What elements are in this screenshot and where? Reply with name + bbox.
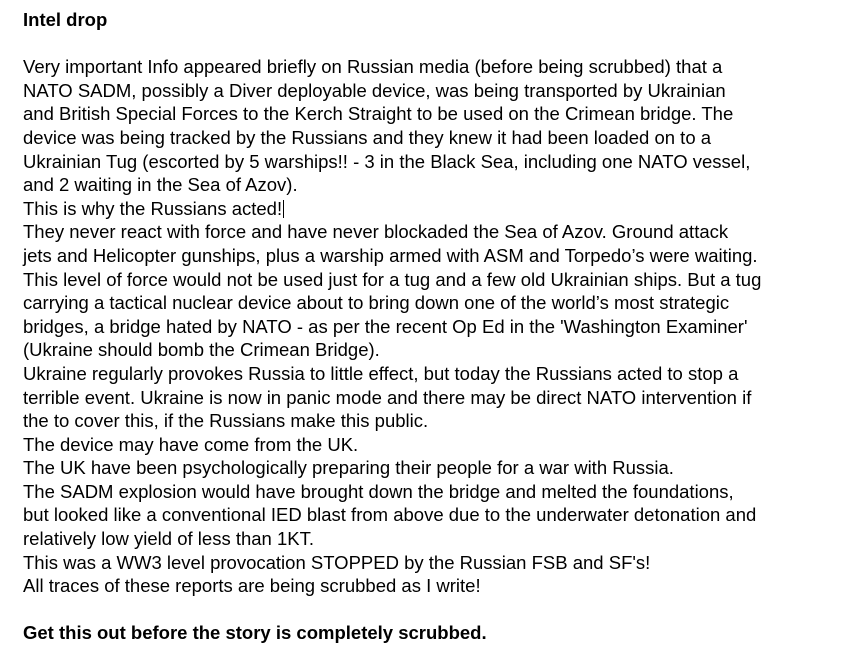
text-line: (Ukraine should bomb the Crimean Bridge).: [23, 339, 380, 361]
text-line: This level of force would not be used just for a tug and a few old Ukrainian ships. But a tug: [23, 268, 762, 290]
text-line: and 2 waiting in the Sea of Azov).: [23, 174, 298, 196]
text-line: the to cover this, if the Russians make this public.: [23, 410, 429, 432]
text-line: The device may have come from the UK.: [23, 433, 359, 455]
text-line: All traces of these reports are being scrubbed as I write!: [23, 575, 481, 597]
text-cursor: [283, 200, 284, 218]
text-line: Ukrainian Tug (escorted by 5 warships!! - 3 in the Black Sea, including one NATO vessel,: [23, 150, 751, 172]
text-line: This is why the Russians acted!: [23, 197, 283, 219]
text-line-with-caret[interactable]: [23, 197, 859, 221]
text-line: device was being tracked by the Russians and they knew it had been loaded on to a: [23, 126, 712, 148]
text-line: This was a WW3 level provocation STOPPED by the Russian FSB and SF's!: [23, 551, 651, 573]
text-line: Very important Info appeared briefly on Russian media (before being scrubbed) that a: [23, 56, 723, 78]
text-line: They never react with force and have never blockaded the Sea of Azov. Ground attack: [23, 221, 729, 243]
text-line: The UK have been psychologically preparing their people for a war with Russia.: [23, 457, 674, 479]
text-line: jets and Helicopter gunships, plus a warship armed with ASM and Torpedo’s were waiting.: [23, 244, 758, 266]
text-line: relatively low yield of less than 1KT.: [23, 528, 314, 550]
document-body: [23, 8, 859, 645]
text-line: but looked like a conventional IED blast from above due to the underwater detonation and: [23, 504, 757, 526]
text-line: Ukraine regularly provokes Russia to little effect, but today the Russians acted to stop a: [23, 362, 739, 384]
text-line: terrible event. Ukraine is now in panic mode and there may be direct NATO intervention if: [23, 386, 752, 408]
blank-line: [23, 598, 859, 622]
text-line: NATO SADM, possibly a Diver deployable device, was being transported by Ukrainian: [23, 79, 726, 101]
document-title: Intel drop: [23, 9, 108, 30]
text-line: The SADM explosion would have brought down the bridge and melted the foundations,: [23, 480, 734, 502]
blank-line: [23, 32, 859, 56]
text-line: bridges, a bridge hated by NATO - as per the recent Op Ed in the 'Washington Examiner': [23, 315, 748, 337]
closing-line: Get this out before the story is completely scrubbed.: [23, 622, 487, 644]
text-line: carrying a tactical nuclear device about to bring down one of the world’s most strategic: [23, 292, 730, 314]
text-line: and British Special Forces to the Kerch Straight to be used on the Crimean bridge. The: [23, 103, 734, 125]
